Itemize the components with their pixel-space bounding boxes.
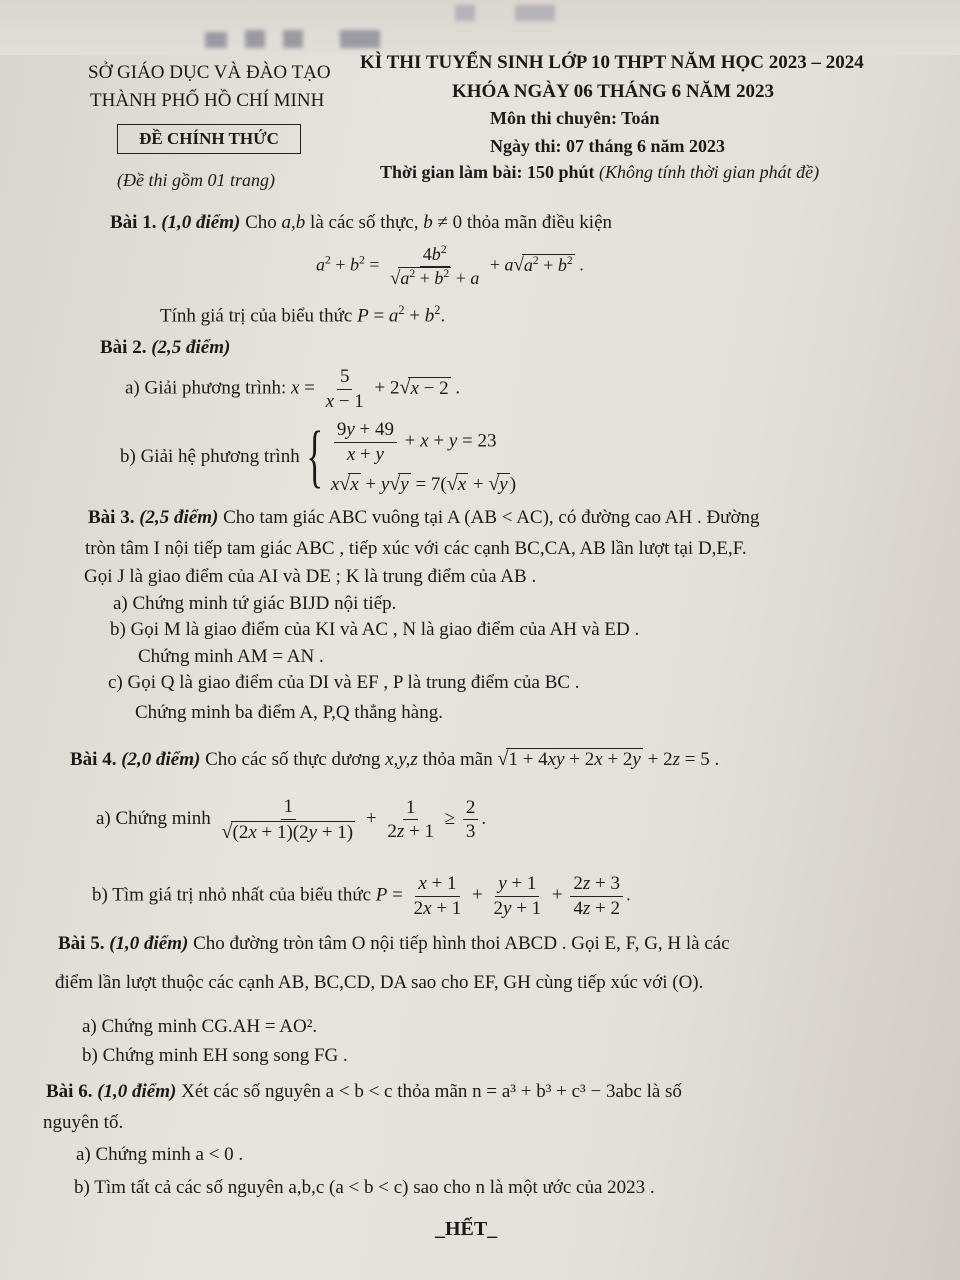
- exam-date: Ngày thi: 07 tháng 6 năm 2023: [490, 136, 726, 156]
- bai3-a: a) Chứng minh tứ giác BIJD nội tiếp.: [113, 593, 397, 614]
- subject: Môn thi chuyên: Toán: [490, 108, 660, 128]
- bai2-heading: [100, 337, 230, 359]
- bai5-line1: [58, 933, 730, 955]
- bai4-label: Bài 4.: [70, 749, 117, 770]
- bai2-points: (2,5 điểm): [151, 337, 231, 358]
- redaction-mark: [340, 30, 380, 48]
- bai3-line3: Gọi J là giao điểm của AI và DE ; K là trung điểm của AB .: [84, 566, 537, 587]
- bai3-c1: c) Gọi Q là giao điểm của DI và EF , P là trung điểm của BC .: [108, 672, 580, 693]
- bai6-label: Bài 6.: [46, 1081, 93, 1102]
- bai5-a: a) Chứng minh CG.AH = AO².: [82, 1016, 318, 1037]
- bai3-text: Cho tam giác ABC vuông tại A (AB < AC), có đường cao AH . Đường: [223, 507, 760, 528]
- bai5-points: (1,0 điểm): [109, 933, 189, 954]
- bai4-a-text: a) Chứng minh: [96, 808, 211, 830]
- bai4-a: a) Chứng minh $\frac{1}{√(2x + 1)(2y + 1)}$ + $\frac{1}{2z + 1}$ ≥ $\frac{2}{3}$ .: [96, 796, 487, 843]
- redaction-mark: [515, 5, 555, 21]
- bai1-text: là các số thực,: [310, 212, 419, 233]
- bai1-text: thỏa mãn điều kiện: [466, 212, 613, 233]
- bai3-b1: b) Gọi M là giao điểm của KI và AC , N là giao điểm của AH và ED .: [110, 619, 640, 640]
- bai3-points: (2,5 điểm): [139, 507, 219, 528]
- bai5-text: Cho đường tròn tâm O nội tiếp hình thoi ABCD . Gọi E, F, G, H là các: [193, 933, 730, 954]
- bai2-label: Bài 2.: [100, 337, 147, 358]
- bai5-b: b) Chứng minh EH song song FG .: [82, 1045, 348, 1066]
- duration-note: (Không tính thời gian phát đề): [599, 162, 820, 182]
- bai3-label: Bài 3.: [88, 507, 135, 528]
- bai4-intro: Bài 4. (2,0 điểm) Cho các số thực dương x,y,z thỏa mãn √1 + 4xy + 2x + 2y + 2z = 5 .: [70, 748, 720, 770]
- bai4-b: b) Tìm giá trị nhỏ nhất của biểu thức P = $\frac{x + 1}{2x + 1}$ + $\frac{y + 1}{2y + 1}$ + $\frac{2z + 3}{4z + 2}$ .: [92, 873, 631, 919]
- bai1-question: Tính giá trị của biểu thức $P = a^2 + b^2$.: [160, 303, 446, 327]
- bai1-label: Bài 1.: [110, 212, 157, 233]
- bai1-equation: $a^2 + b^2$ = $\frac{4b^2}{√a^2 + b^2 + a}$ + $a√a^2 + b^2$ .: [316, 243, 584, 289]
- bai5-label: Bài 5.: [58, 933, 105, 954]
- bai1-text: Cho: [245, 212, 277, 233]
- end-mark: _HẾT_: [435, 1218, 498, 1240]
- bai3-line2: tròn tâm I nội tiếp tam giác ABC , tiếp xúc với các cạnh BC,CA, AB lần lượt tại D,E,F.: [85, 538, 747, 559]
- dept-line-1: SỞ GIÁO DỤC VÀ ĐÀO TẠO: [88, 62, 331, 83]
- bai6-points: (1,0 điểm): [97, 1081, 177, 1102]
- bai1-points: (1,0 điểm): [161, 212, 241, 233]
- dept-line-2: THÀNH PHỐ HỒ CHÍ MINH: [90, 90, 325, 111]
- exam-session: KHÓA NGÀY 06 THÁNG 6 NĂM 2023: [452, 81, 774, 102]
- duration: Thời gian làm bài: 150 phút: [380, 162, 595, 182]
- top-strip: [0, 0, 960, 55]
- bai3-b2: Chứng minh AM = AN .: [138, 646, 324, 667]
- bai2-a-text: a) Giải phương trình:: [125, 377, 287, 399]
- redaction-mark: [455, 5, 475, 21]
- bai4-text: thỏa mãn: [422, 749, 493, 770]
- pages-note: (Đề thi gồm 01 trang): [117, 170, 275, 190]
- bai6-line1: [46, 1081, 682, 1103]
- bai6-a: a) Chứng minh a < 0 .: [76, 1144, 244, 1165]
- bai6-line2: nguyên tố.: [43, 1112, 124, 1133]
- bai4-text: Cho các số thực dương: [205, 749, 381, 770]
- bai6-b: b) Tìm tất cả các số nguyên a,b,c (a < b < c) sao cho n là một ước của 2023 .: [74, 1177, 655, 1198]
- bai1-intro: Bài 1. (1,0 điểm) Cho a,b là các số thực, b ≠ 0 thỏa mãn điều kiện: [110, 212, 613, 233]
- bai3-line1: [88, 507, 760, 529]
- redaction-mark: [245, 30, 265, 48]
- bai2-b: b) Giải hệ phương trình { $\frac{9y + 49}{x + y}$ + x + y = 23 x√x + y√y = 7(√x + √y ): [120, 417, 517, 495]
- official-label: ĐỀ CHÍNH THỨC: [117, 124, 301, 154]
- redaction-mark: [283, 30, 303, 48]
- bai6-text: Xét các số nguyên a < b < c thỏa mãn n = a³ + b³ + c³ − 3abc là số: [181, 1081, 682, 1102]
- bai4-b-text: b) Tìm giá trị nhỏ nhất của biểu thức: [92, 884, 372, 906]
- bai4-points: (2,0 điểm): [121, 749, 201, 770]
- bai3-c2: Chứng minh ba điểm A, P,Q thẳng hàng.: [135, 702, 443, 723]
- bai1-ask: Tính giá trị của biểu thức: [160, 305, 353, 327]
- bai2-a: a) Giải phương trình: x = $\frac{5}{x - 1}$ + 2√x − 2 .: [125, 366, 461, 412]
- bai5-line2: điểm lần lượt thuộc các cạnh AB, BC,CD, DA sao cho EF, GH cùng tiếp xúc với (O).: [55, 972, 704, 993]
- exam-title: KÌ THI TUYỂN SINH LỚP 10 THPT NĂM HỌC 2023 – 2024: [360, 52, 864, 73]
- redaction-mark: [205, 32, 227, 48]
- bai2-b-text: b) Giải hệ phương trình: [120, 445, 300, 467]
